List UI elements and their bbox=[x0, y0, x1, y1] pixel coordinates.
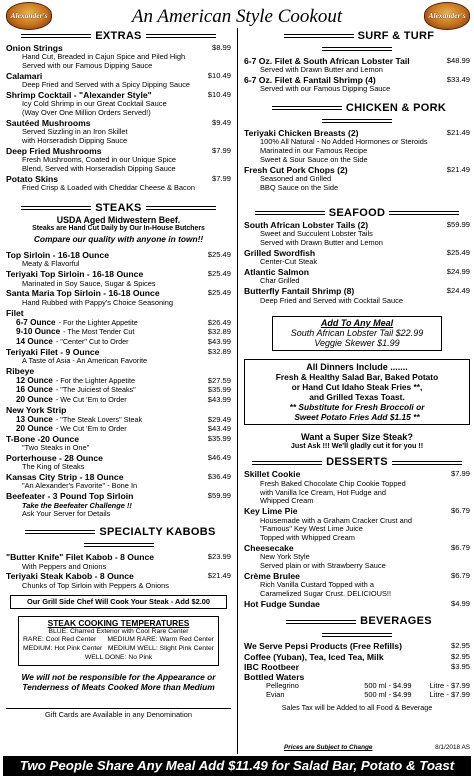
item-description: Take the Beefeater Challenge !! bbox=[22, 500, 132, 510]
item-name: Grilled Swordfish bbox=[244, 248, 316, 259]
item-description: Fresh Baked Chocolate Chip Cookie Topped bbox=[260, 478, 406, 488]
dinners-line: and Grilled Texas Toast. bbox=[309, 391, 405, 402]
sub-item-label bbox=[16, 337, 128, 347]
section-title: SURF & TURF bbox=[244, 30, 470, 56]
item-description: "Famous" Key West Lime Juice bbox=[260, 524, 363, 534]
item-description: Rich Vanilla Custard Topped with a bbox=[260, 580, 374, 590]
item-price: $46.49 bbox=[207, 453, 231, 463]
add-meal-lobster: South African Lobster Tail $22.99 bbox=[290, 327, 424, 338]
menu-sub-item bbox=[6, 337, 231, 347]
sub-item-name: 13 Ounce bbox=[16, 414, 53, 424]
water-small-price: 500 ml - $4.99 bbox=[364, 681, 412, 691]
temp-label: MEDIUM RARE: Warm Red Center bbox=[107, 636, 214, 644]
column-divider bbox=[237, 28, 238, 754]
item-price: $21.49 bbox=[446, 165, 470, 175]
menu-sub-item bbox=[6, 318, 231, 328]
dinners-sub-line: ** Substitute for Fresh Broccoli or bbox=[289, 401, 425, 412]
item-description: Deep Fried and Served with Cocktail Sauce bbox=[260, 295, 403, 305]
item-description: Marinated in Soy Sauce, Sugar & Spices bbox=[22, 278, 156, 288]
menu-item-group bbox=[6, 405, 231, 415]
menu-item bbox=[6, 491, 231, 501]
item-name: Beefeater - 3 Pound Top Sirloin bbox=[6, 491, 134, 502]
gift-cards-text: Gift Cards are Available in any Denomination bbox=[45, 709, 192, 719]
sub-item-description: - For the Lighter Appetite bbox=[55, 375, 135, 385]
section-title: SEAFOOD bbox=[244, 207, 470, 220]
item-description: Ask Your Server for Details bbox=[22, 509, 111, 519]
item-name: Filet bbox=[6, 307, 24, 318]
item-description: Deep Fried and Served with a Spicy Dipping Sauce bbox=[22, 80, 191, 90]
bottled-waters-label: Bottled Waters bbox=[244, 672, 305, 683]
gift-cards-note bbox=[6, 708, 231, 720]
tax-note: Sales Tax will be Added to all Food & Beverage bbox=[281, 703, 433, 713]
item-description: Sweet & Sour Sauce on the Side bbox=[260, 155, 368, 165]
item-name: Top Sirloin - 16-18 Ounce bbox=[6, 250, 109, 261]
super-size-title: Want a Super Size Steak? bbox=[301, 431, 413, 442]
item-price: $23.99 bbox=[207, 552, 231, 562]
seafood-section bbox=[244, 207, 470, 305]
item-description: with Horseradish Dipping Sauce bbox=[22, 136, 128, 146]
temps-row bbox=[23, 645, 214, 654]
dinners-line: or Hand Cut Idaho Steak Fries **, bbox=[291, 381, 423, 392]
menu-sub-item bbox=[6, 327, 231, 337]
dinners-sub-line: Sweet Potato Fries Add $1.15 ** bbox=[294, 411, 420, 422]
item-name: Calamari bbox=[6, 71, 43, 82]
item-name: Coffee (Yuban), Tea, Iced Tea, Milk bbox=[244, 651, 384, 662]
item-name: T-Bone -20 Ounce bbox=[6, 433, 80, 444]
item-description: Served with Drawn Butter and Lemon bbox=[260, 65, 383, 75]
water-large-price: Litre - $7.99 bbox=[429, 681, 470, 691]
item-price: $21.49 bbox=[207, 571, 231, 581]
item-price: $9.49 bbox=[211, 118, 231, 128]
item-description: Meaty & Flavorful bbox=[22, 259, 80, 269]
item-name: "Butter Knife" Filet Kabob - 8 Ounce bbox=[6, 552, 155, 563]
sub-item-description: - The Most Tender Cut bbox=[63, 327, 135, 337]
item-price: $10.49 bbox=[207, 90, 231, 100]
sub-item-description: - "Center" Cut to Order bbox=[55, 336, 129, 346]
item-price: $25.49 bbox=[207, 288, 231, 298]
item-name: 6-7 Oz. Filet & Fantail Shrimp (4) bbox=[244, 75, 376, 86]
add-meal-title: Add To Any Meal bbox=[320, 317, 394, 328]
item-price: $33.49 bbox=[446, 75, 470, 85]
cooking-temps-box bbox=[18, 616, 219, 666]
item-price: $2.95 bbox=[450, 641, 470, 651]
menu-sub-item bbox=[6, 395, 231, 405]
add-meal-veggie: Veggie Skewer $1.99 bbox=[314, 337, 400, 348]
item-description: Served Sizzling in an Iron Skillet bbox=[22, 127, 128, 137]
section-title: STEAKS bbox=[6, 202, 231, 215]
item-name: Santa Maria Top Sirloin - 16-18 Ounce bbox=[6, 288, 160, 299]
section-title: DESSERTS bbox=[244, 456, 470, 469]
sub-item-description: - "The Steak Lovers" Steak bbox=[55, 414, 143, 424]
item-name: Deep Fried Mushrooms bbox=[6, 146, 102, 157]
kabobs-list bbox=[6, 552, 231, 590]
item-price: $4.99 bbox=[450, 599, 470, 609]
sub-item-label bbox=[16, 318, 138, 328]
item-price: $7.99 bbox=[211, 174, 231, 184]
sub-item-label bbox=[16, 376, 135, 386]
sub-item-name: 6-7 Ounce bbox=[16, 317, 56, 327]
item-name: New York Strip bbox=[6, 404, 67, 415]
item-description: Hand Cut, Breaded in Cajun Spice and Piled High bbox=[22, 52, 186, 62]
item-price: $43.99 bbox=[207, 336, 231, 346]
steaks-list bbox=[6, 250, 231, 519]
item-description: Served with our Famous Dipping Sauce bbox=[260, 84, 391, 94]
sub-item-name: 12 Ounce bbox=[16, 375, 53, 385]
steaks-butcher-note: Steaks are Hand Cut Daily by Our In-House Butchers bbox=[32, 225, 205, 233]
item-name: Ribeye bbox=[6, 365, 35, 376]
dinners-title: All Dinners Include ....... bbox=[306, 361, 408, 372]
item-name: Shrimp Cocktail - "Alexander Style" bbox=[6, 90, 152, 101]
super-size-note bbox=[244, 432, 470, 451]
menu-sub-item bbox=[6, 376, 231, 386]
kabobs-section bbox=[6, 526, 231, 608]
add-to-meal-box bbox=[272, 316, 442, 351]
item-price: $24.49 bbox=[446, 286, 470, 296]
item-name: Teriyaki Steak Kabob - 8 Ounce bbox=[6, 571, 134, 582]
menu-sub-item bbox=[6, 424, 231, 434]
water-name: Pellegrino bbox=[266, 681, 299, 691]
item-description: Seasoned and Grilled bbox=[260, 174, 332, 184]
sub-item-name: 9-10 Ounce bbox=[16, 327, 61, 337]
item-name: IBC Rootbeer bbox=[244, 661, 299, 672]
item-description: New York Style bbox=[260, 552, 310, 562]
sub-item-label bbox=[16, 415, 142, 425]
item-price: $25.49 bbox=[207, 250, 231, 260]
item-name: Teriyaki Filet - 9 Ounce bbox=[6, 346, 100, 357]
logo-text: Alexander's bbox=[10, 11, 48, 20]
section-title: EXTRAS bbox=[6, 30, 231, 43]
item-description: "Two Steaks in One" bbox=[22, 443, 90, 453]
item-price: $32.89 bbox=[207, 327, 231, 337]
logo-text: Alexander's bbox=[428, 11, 466, 20]
sub-item-label bbox=[16, 395, 127, 405]
footer-notes bbox=[244, 744, 470, 752]
menu-sub-item bbox=[6, 385, 231, 395]
beverages-list bbox=[244, 641, 470, 672]
right-column bbox=[244, 29, 470, 713]
item-description: BBQ Sauce on the Side bbox=[260, 183, 339, 193]
temps-title: STEAK COOKING TEMPERATURES bbox=[47, 617, 190, 628]
water-large-price: Litre - $7.99 bbox=[429, 690, 470, 700]
item-name: Potato Skins bbox=[6, 174, 59, 185]
section-title: CHICKEN & PORK bbox=[244, 102, 470, 128]
temps-row bbox=[23, 636, 214, 645]
item-price: $6.79 bbox=[450, 571, 470, 581]
item-name: Sautéed Mushrooms bbox=[6, 118, 91, 129]
temp-label: MEDIUM: Hot Pink Center bbox=[23, 645, 103, 653]
item-description: (Way Over One Million Orders Served!) bbox=[22, 108, 151, 118]
chef-note: Our Grill Side Chef Will Cook Your Steak - Add $2.00 bbox=[10, 595, 227, 609]
temp-label: RARE: Cool Red Center bbox=[23, 636, 97, 644]
item-price: $24.99 bbox=[446, 267, 470, 277]
desserts-section bbox=[244, 456, 470, 609]
sub-item-label bbox=[16, 424, 127, 434]
item-price: $29.49 bbox=[207, 414, 231, 424]
extras-list bbox=[6, 43, 231, 193]
item-price: $3.95 bbox=[450, 661, 470, 671]
steaks-section bbox=[6, 202, 231, 519]
sub-item-label bbox=[16, 327, 134, 337]
item-price: $6.79 bbox=[450, 506, 470, 516]
item-description: Caramelized Sugar Crust. DELICIOUS!! bbox=[260, 589, 392, 599]
temps-well: WELL DONE: No Pink bbox=[84, 653, 153, 661]
disclaimer bbox=[6, 672, 231, 692]
item-price: $2.95 bbox=[450, 651, 470, 661]
item-price: $43.99 bbox=[207, 395, 231, 404]
item-description: Fresh Mushrooms, Coated in our Unique Spice bbox=[22, 155, 177, 165]
item-name: Key Lime Pie bbox=[244, 506, 298, 517]
temps-rows bbox=[23, 636, 214, 653]
extras-section bbox=[6, 30, 231, 193]
surf-turf-section bbox=[244, 30, 470, 94]
menu-item bbox=[244, 599, 470, 609]
item-price: $32.89 bbox=[207, 346, 231, 356]
item-description: Char Grilled bbox=[260, 276, 300, 286]
temp-label: MEDIUM WELL: Slight Pink Center bbox=[107, 645, 214, 653]
sub-item-description: - We Cut 'Em to Order bbox=[55, 395, 127, 404]
item-price: $59.99 bbox=[207, 491, 231, 501]
item-description: Blend, Served with Horseradish Dipping Sauce bbox=[22, 164, 176, 174]
prices-note: Prices are Subject to Change bbox=[284, 744, 373, 751]
menu-item bbox=[244, 641, 470, 651]
disclaimer-line: We will not be responsible for the Appearance or bbox=[21, 671, 216, 682]
sub-item-description: - "The Juiciest of Steaks" bbox=[55, 385, 136, 395]
menu-item bbox=[244, 652, 470, 662]
item-description: 100% All Natural - No Added Hormones or Steroids bbox=[260, 137, 428, 147]
sub-item-description: - For the Lighter Appetite bbox=[58, 317, 138, 327]
item-description: Housemade with a Graham Cracker Crust and bbox=[260, 515, 412, 525]
item-description: Served with Drawn Butter and Lemon bbox=[260, 238, 383, 248]
item-price: $10.49 bbox=[207, 71, 231, 81]
item-name: Atlantic Salmon bbox=[244, 267, 309, 278]
item-price: $25.49 bbox=[446, 248, 470, 258]
item-price: $36.49 bbox=[207, 472, 231, 482]
item-price: $59.99 bbox=[446, 220, 470, 230]
seafood-list bbox=[244, 220, 470, 305]
item-name: Butterfly Fantail Shrimp (8) bbox=[244, 286, 355, 297]
item-price: $35.99 bbox=[207, 433, 231, 443]
menu-sub-item bbox=[6, 415, 231, 425]
item-name: Cheesecake bbox=[244, 543, 294, 554]
item-price: $8.99 bbox=[211, 43, 231, 52]
menu-item-group bbox=[6, 308, 231, 318]
item-price: $21.49 bbox=[446, 128, 470, 138]
left-column bbox=[6, 29, 231, 719]
item-price: $6.79 bbox=[450, 543, 470, 553]
menu-item-group bbox=[6, 366, 231, 376]
menu-item bbox=[6, 552, 231, 562]
water-row bbox=[244, 691, 470, 700]
dinners-include-box bbox=[244, 359, 470, 425]
item-description: Sweet and Succulent Lobster Tails bbox=[260, 229, 373, 239]
item-name: We Serve Pepsi Products (Free Refills) bbox=[244, 641, 402, 652]
steaks-intro: USDA Aged Midwestern Beef. bbox=[56, 215, 181, 226]
item-description: "An Alexander's Favorite" - Bone In bbox=[22, 481, 138, 491]
menu-item bbox=[244, 662, 470, 672]
sub-item-name: 14 Ounce bbox=[16, 336, 53, 346]
disclaimer-line: Tenderness of Meats Cooked More than Medium bbox=[22, 681, 215, 692]
item-price: $43.49 bbox=[207, 424, 231, 434]
item-description: Served plain or with Strawberry Sauce bbox=[260, 561, 386, 571]
item-description: The King of Steaks bbox=[22, 462, 85, 472]
water-small-price: 500 ml - $4.99 bbox=[364, 690, 412, 700]
item-name: Teriyaki Top Sirloin - 16-18 Ounce bbox=[6, 269, 144, 280]
item-description: Marinated in our Famous Recipe bbox=[260, 146, 368, 156]
item-name: Fresh Cut Pork Chops (2) bbox=[244, 165, 348, 176]
item-description: Center-Cut Steak bbox=[260, 257, 318, 267]
item-name: Skillet Cookie bbox=[244, 469, 301, 480]
item-price: $26.49 bbox=[207, 317, 231, 327]
sub-item-name: 16 Ounce bbox=[16, 385, 53, 395]
item-price: $35.99 bbox=[207, 385, 231, 395]
revision-date: 8/1/2018 AS bbox=[435, 744, 470, 751]
surf-turf-list bbox=[244, 56, 470, 94]
item-description: with Vanilla Ice Cream, Hot Fudge and bbox=[260, 487, 386, 497]
item-price: $27.59 bbox=[207, 375, 231, 385]
item-description: Fried Crisp & Loaded with Cheddar Cheese & Bacon bbox=[22, 183, 195, 193]
item-description: Served with our Famous Dipping Sauce bbox=[22, 61, 153, 71]
sub-item-label bbox=[16, 385, 136, 395]
item-description: Hand Rubbed with Pappy's Choice Seasoning bbox=[22, 297, 173, 307]
sub-item-name: 20 Ounce bbox=[16, 395, 53, 404]
item-price: $48.99 bbox=[446, 56, 470, 65]
dinners-line: Fresh & Healthy Salad Bar, Baked Potato bbox=[275, 371, 439, 382]
item-name: South African Lobster Tails (2) bbox=[244, 220, 369, 231]
item-name: Porterhouse - 28 Ounce bbox=[6, 453, 103, 464]
item-name: Crème Brulee bbox=[244, 571, 300, 582]
beverages-section bbox=[244, 615, 470, 713]
item-name: Kansas City Strip - 18 Ounce bbox=[6, 472, 124, 483]
water-list bbox=[244, 682, 470, 700]
menu-item bbox=[244, 506, 470, 516]
section-title: BEVERAGES bbox=[244, 615, 470, 641]
chicken-pork-section bbox=[244, 102, 470, 193]
steaks-quality-note: Compare our quality with anyone in town!! bbox=[33, 234, 204, 245]
item-description: Whipped Cream bbox=[260, 496, 314, 506]
super-size-line: Just Ask !!! We'll gladly cut it for you !! bbox=[290, 440, 424, 450]
sub-item-description: - We Cut 'Em to Order bbox=[55, 424, 127, 434]
item-name: 6-7 Oz. Filet & South African Lobster Tail bbox=[244, 56, 410, 66]
item-name: Onion Strings bbox=[6, 43, 63, 53]
item-name: Teriyaki Chicken Breasts (2) bbox=[244, 128, 359, 139]
item-description: Topped with Whipped Cream bbox=[260, 533, 355, 543]
section-title: SPECIALTY KABOBS bbox=[6, 526, 231, 552]
item-price: $25.49 bbox=[207, 269, 231, 279]
item-price: $7.99 bbox=[211, 146, 231, 156]
item-description: With Peppers and Onions bbox=[22, 561, 107, 571]
item-description: Chunks of Top Sirloin with Peppers & Onions bbox=[22, 580, 169, 590]
page-title: An American Style Cookout bbox=[131, 6, 343, 27]
chicken-pork-list bbox=[244, 128, 470, 193]
item-description: A Taste of Asia - An American Favorite bbox=[22, 355, 148, 365]
desserts-list bbox=[244, 469, 470, 609]
sub-item-name: 20 Ounce bbox=[16, 424, 53, 434]
water-name: Evian bbox=[266, 690, 285, 700]
temps-blue: BLUE: Charred Exterior with Cool Rare Center bbox=[48, 627, 189, 635]
item-description: Icy Cold Shrimp in our Great Cocktail Sauce bbox=[22, 99, 167, 109]
item-name: Hot Fudge Sundae bbox=[244, 599, 320, 610]
share-meal-banner: Two People Share Any Meal Add $11.49 for Salad Bar, Potato & Toast bbox=[3, 756, 471, 776]
menu-item bbox=[6, 269, 231, 279]
item-price: $7.99 bbox=[450, 469, 470, 479]
